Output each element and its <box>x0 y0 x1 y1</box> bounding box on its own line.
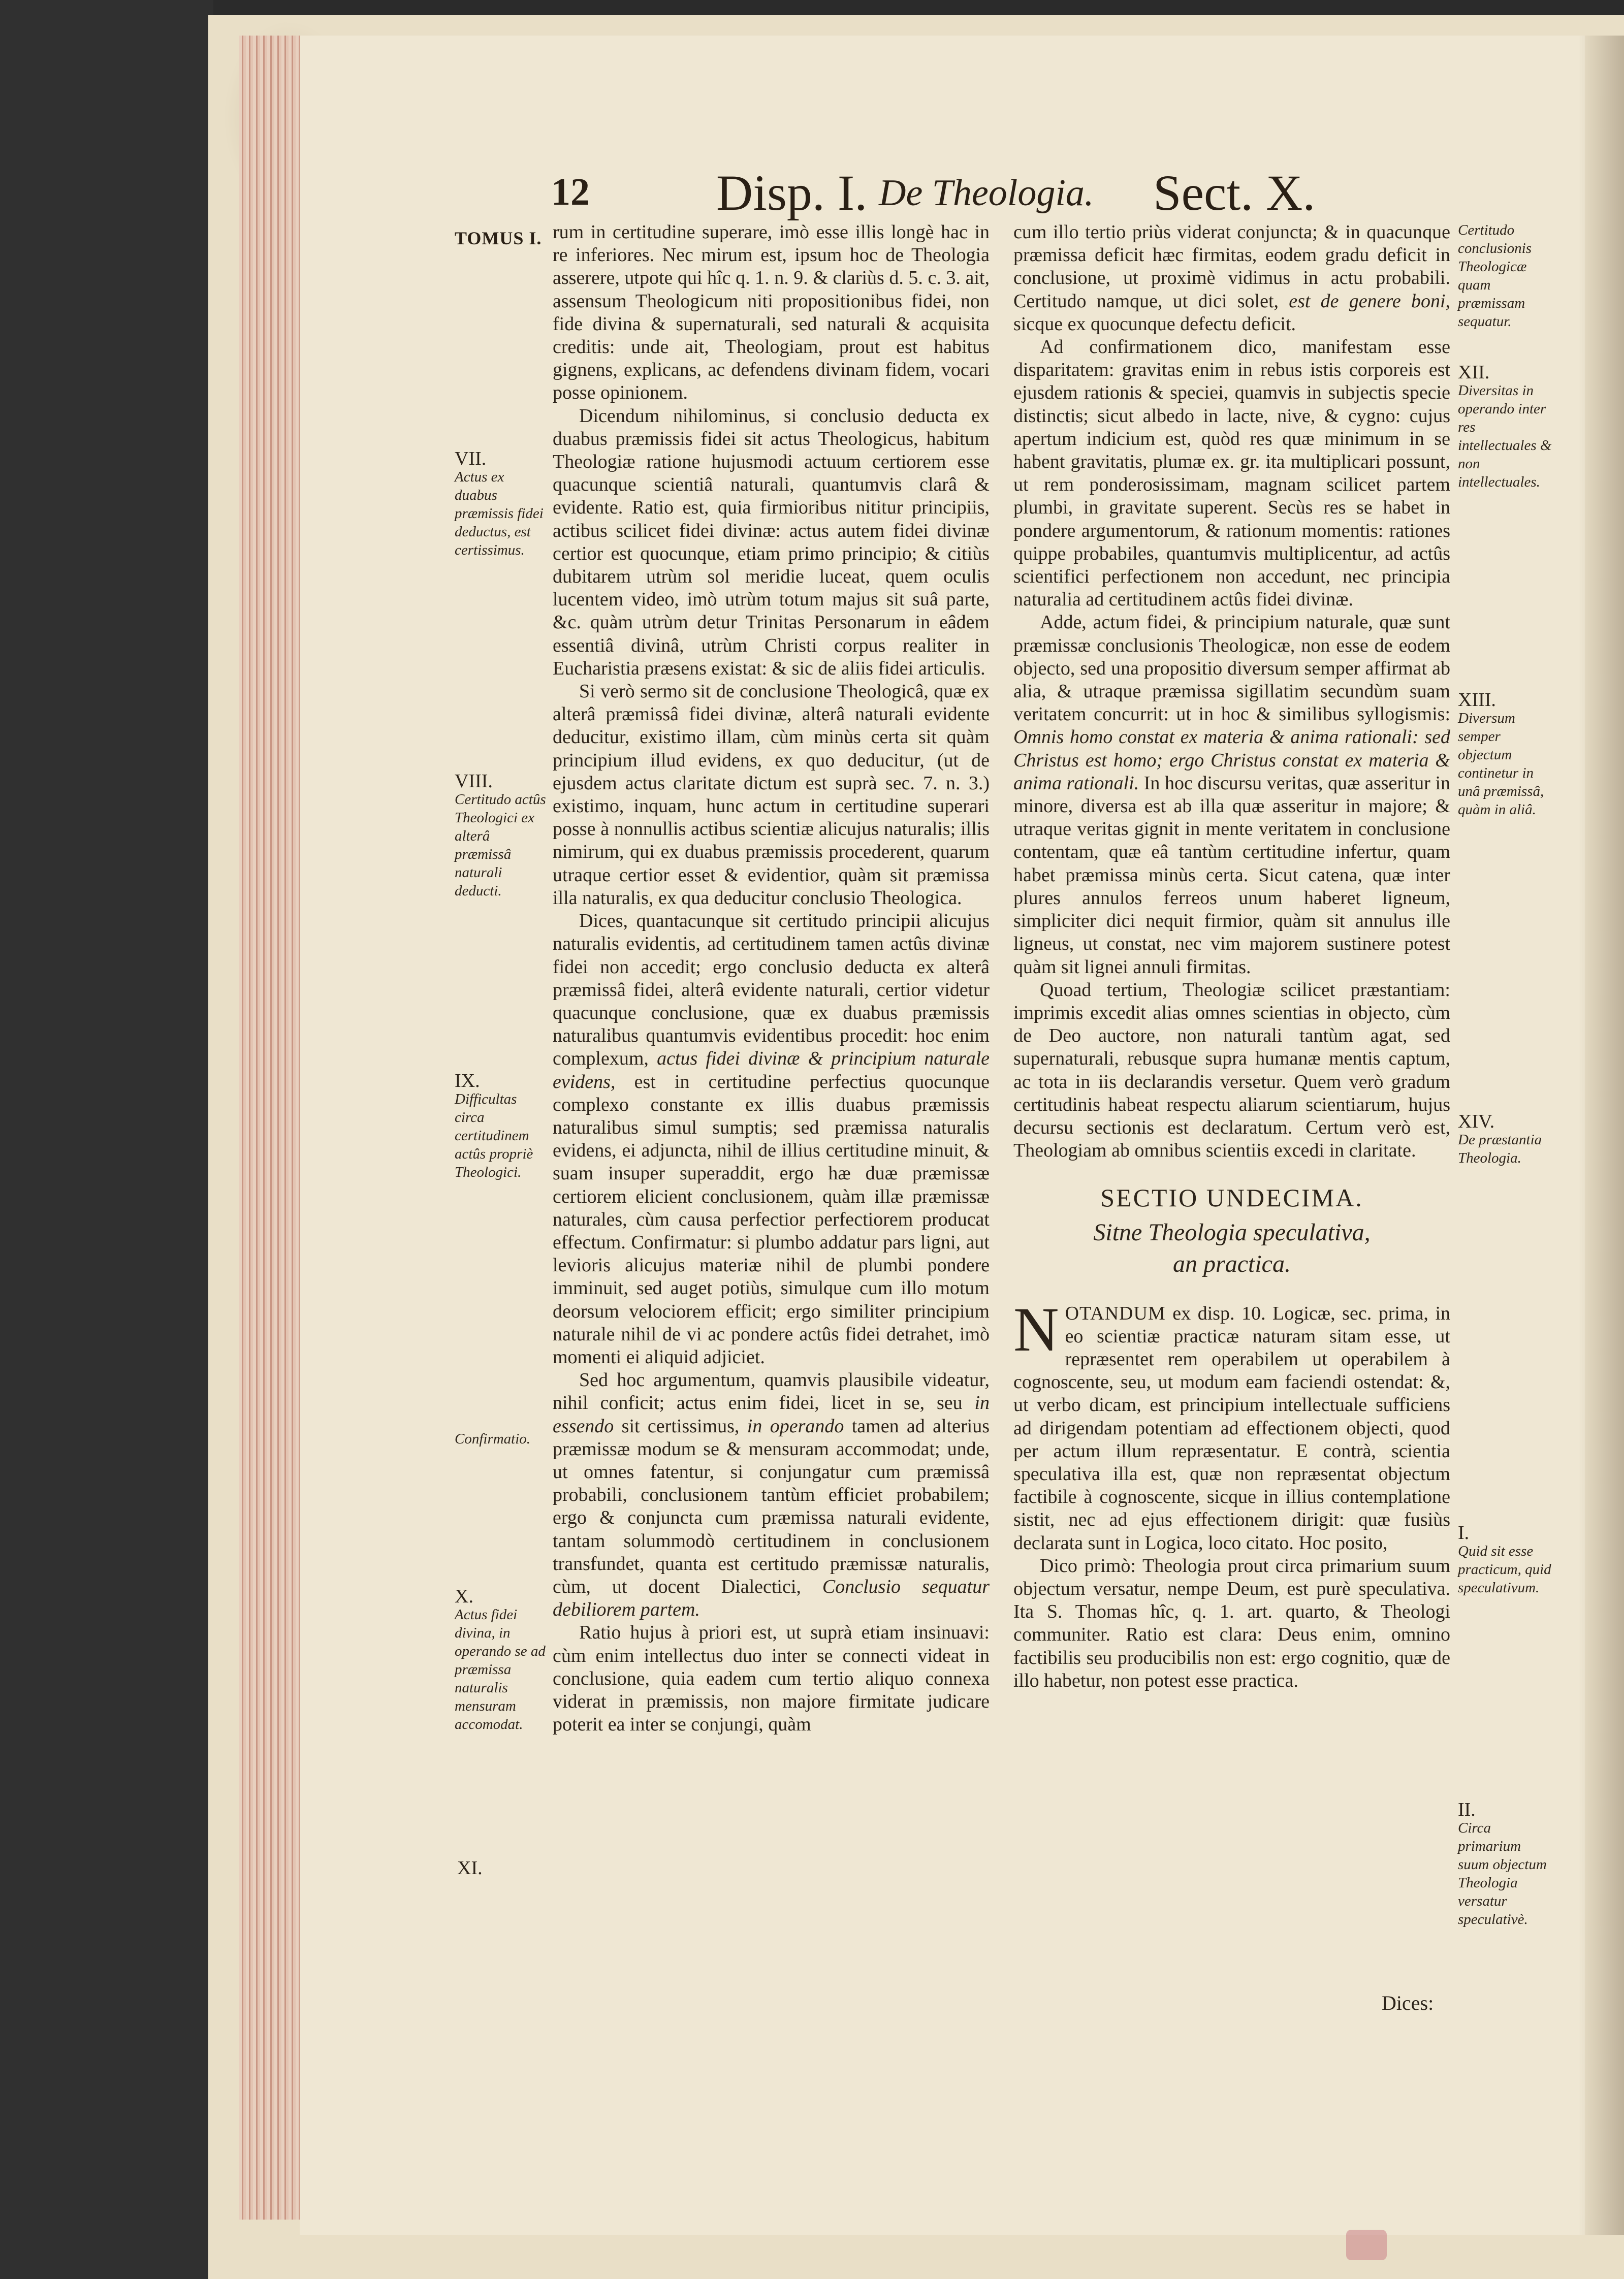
left-paragraph-1: rum in certitudine superare, imò esse illis longè hac in re inferiores. Nec mirum est, ipsum hoc de Theologia asserere, utpote qui hîc q. 1. n. 9. & clariùs d. 5. c. 3. ait, assensum Theologicum niti propositionibus fidei, non fide divina & supernaturali, sed naturali & acquisita creditis: unde ait, Theologiam, prout est habitus gignens, explicans, ac defendens divinam fidem, vocari posse opinionem. <box>553 221 990 404</box>
running-title: De Theologia. <box>879 172 1094 214</box>
right-paragraph-2: Ad confirmationem dico, manifestam esse disparitatem: gravitas enim in rebus istis corporeis est ejusdem rationis & speciei, quamvis in subjectis specie distinctis; sicut albedo in lacte, nive, & cygno: cujus apertum indicium est, quòd res quæ minimum in se habent gravitatis, plumæ ex. gr. ita multiplicari possunt, ut rem ponderosissimam, magnam scilicet partem plumbi, in gravitate superent. Secùs res se habet in pondere argumentorum, & rationum momentis: rationes quippe probabiles, quantumvis multiplicentur, ad actûs scientifici perfectionem non accedunt, nec principia naturalia ad certitudinem actûs fidei divinæ. <box>1013 336 1450 611</box>
left-paragraph-2: Dicendum nihilominus, si conclusio deducta ex duabus præmissis fidei sit actus Theologicus, habitum Theologiæ ratione hujusmodi actuum certiorem esse quacunque scientiâ naturali, quantumvis clarâ & evidente. Ratio est, quia firmioribus nititur principiis, actibus scilicet fidei divinæ: actus autem fidei divinæ certior est quocunque, etiam primo principio; & citiùs dubitarem utrùm sol meridie luceat, quem oculis lucentem video, imò utrùm totum majus sit suâ parte, &c. quàm utrùm detur Trinitas Personarum in eâdem essentiâ divinâ, utrùm Christi corpus realiter in Eucharistia præsens existat: & sic de aliis fidei articulis. <box>553 405 990 679</box>
left-note-8-num: VIII. <box>455 771 493 792</box>
left-note-7-text: Actus ex duabus præmissis fidei deductus, est certissimus. <box>455 469 544 558</box>
right-note-1-num: I. <box>1458 1522 1470 1544</box>
right-note-14-num: XIV. <box>1458 1111 1495 1132</box>
left-margin-note-8 <box>455 772 549 900</box>
left-note-9-text: Difficultas circa certitudinem actûs propriè Theologici. <box>455 1091 533 1180</box>
page-number: 12 <box>551 171 590 213</box>
right-note-2-text: Circa primarium suum objectum Theologia versatur speculativè. <box>1458 1820 1547 1928</box>
left-text-column <box>553 221 990 1999</box>
right-note-14-text: De præstantia Theologia. <box>1458 1132 1542 1166</box>
left-paragraph-3: Si verò sermo sit de conclusione Theologicâ, quæ ex alterâ præmissâ fidei divinæ, alterâ naturali evidente deducitur, existimo illam, cùm minùs certa sit quàm principium illud evidens, ex quo deducitur, (ut de ejusdem actus claritate dictum est suprà sec. 7. n. 3.) existimo, inquam, hunc actum in certitudine superari posse à nonnullis actibus scientiæ alicujus naturalis; illis nimirum, qui ex duabus præmissis procederent, quarum utraque certior esset & evidentior, quàm sit præmissa illa naturalis, ex qua deducitur conclusio Theologica. <box>553 681 990 909</box>
left-note-9-num: IX. <box>455 1070 480 1092</box>
right-p1-text-a: cum illo tertio priùs viderat conjuncta; & in quacunque præmissa deficit hæc firmitas, eodem gradu deficit in conclusione, ut proximè vidimus in actu probabili. Certitudo namque, ut dici solet, <box>1013 221 1450 312</box>
left-margin-note-7 <box>455 450 549 559</box>
scan-backdrop <box>0 0 213 2279</box>
right-text-column <box>1013 221 1450 2029</box>
right-margin-note-13 <box>1458 691 1554 819</box>
left-p5-italic-f: Conclusio sequatur debiliorem partem. <box>553 1576 990 1621</box>
right-paragraph-4: Quoad tertium, Theologiæ scilicet præstantiam: imprimis excedit alias omnes scientias in objecto, cùm de Deo auctore, non naturali tantùm agat, sed supernaturali, rebusque supra humanæ mentis captum, ac tota in iis declarandis versetur. Quem verò gradum certitudinis habeat respectu aliarum scientiarum, hujus decursu sectionis est declaratum. Certum verò est, Theologiam ab omnibus scientiis excedi in claritate. <box>1013 979 1450 1162</box>
right-p1-text-c: sicque ex quocunque defectu deficit. <box>1013 313 1296 335</box>
right-margin-note-14 <box>1458 1112 1554 1167</box>
gutter-shadow <box>1578 36 1624 2235</box>
left-p4-text-c: est in certitudine perfectius quocunque complexo constante ex illis duabus præmissis naturalibus simul sumptis; sed præmissa naturalis evidens, ei adjuncta, nihil de illius certitudine minuit, & suam insuper superaddit, ergo hæ duæ præmissæ certiorem elicient conclusionem, quàm illæ præmissæ naturales, cùm causa perfectior perfectiorem producat effectum. Confirmatur: si plumbo addatur pars ligni, aut levioris alicujus materiæ nihil de plumbi pondere imminuit, sed auget potiùs, simulque cum illo motum deorsum velociorem efficit; ergo similiter principium naturale nihil de vi ac pondere actûs fidei detrahet, imò momenti ei aliquid adjiciet. <box>553 1071 990 1368</box>
left-margin-note-9 <box>455 1072 549 1181</box>
right-p5-text: ex disp. 10. Logicæ, sec. prima, in eo scientiæ practicæ naturam sitam esse, ut repræsentet rem operabilem ut operabilem à cognoscente, seu, ut modum eam faciendi ostendat: &, ut verbo dicam, est principium intellectuale sufficiens ad dirigendam potentiam ad effectionem objecti, quod per actum illum repræsentatur. E contrà, scientia speculativa illa est, quæ non repræsentat objectum factibile à cognoscente, sicque in illius contemplatione sistit, nec ad ejus effectionem dirigit: quæ fusiùs declarata sunt in Logica, loco citato. Hoc posito, <box>1013 1302 1450 1554</box>
left-margin-note-11 <box>457 1859 551 1877</box>
right-paragraph-1 <box>1013 221 1450 336</box>
right-margin-note-certitudo <box>1458 221 1554 331</box>
left-p5-text-a: Sed hoc argumentum, quamvis plausibile videatur, nihil conficit; actus enim fidei, licet in se, seu <box>553 1369 990 1414</box>
corner-mark <box>1346 2230 1387 2260</box>
right-note-certitudo-text: Certitudo conclusionis Theologicæ quam præmissam sequatur. <box>1458 222 1532 330</box>
right-note-1-text: Quid sit esse practicum, quid speculativum. <box>1458 1543 1551 1596</box>
right-paragraph-5 <box>1013 1294 1450 1555</box>
left-paragraph-4 <box>553 910 990 1369</box>
right-paragraph-3 <box>1013 611 1450 978</box>
disputation-heading: Disp. I. <box>716 165 868 221</box>
left-p5-italic-b: in essendo <box>553 1392 990 1437</box>
smallcaps-word: OTANDUM <box>1065 1302 1166 1324</box>
section-subtitle-line-2: an practica. <box>1173 1250 1291 1277</box>
right-margin-note-1 <box>1458 1524 1554 1597</box>
section-title: SECTIO UNDECIMA. <box>1100 1183 1363 1212</box>
left-margin-note-confirmatio <box>455 1430 549 1448</box>
right-note-12-num: XII. <box>1458 362 1490 383</box>
right-p3-text-c: In hoc discursu veritas, quæ asseritur in minore, diversa est ab illa quæ asseritur in majore; & utraque veritas gignit in mente veritatem in conclusione contentam, quæ eâ tantùm certitudine infertur, quam habet præmissa minùs certa. Sicut catena, quæ inter plures annulos ferreos unum haberet ligneum, simpliciter dici nequit firmior, quàm sit annulus ille ligneus, ut constat, nec vim majorem sustinere potest quàm sit lignei annuli firmitas. <box>1013 772 1450 978</box>
left-paragraph-5 <box>553 1369 990 1621</box>
right-p3-text-a: Adde, actum fidei, & principium naturale, quæ sunt præmissæ conclusionis Theologicæ, non esse de eodem objecto, sed una propositio diversum semper affirmat ab alia, & utraque præmissa sigillatim secundùm suam veritatem concurrit: ut in hoc & similibus syllogismis: <box>1013 612 1450 725</box>
section-subtitle <box>1013 1217 1450 1280</box>
tomus-label: TOMUS I. <box>455 228 542 248</box>
right-margin-note-2 <box>1458 1801 1554 1929</box>
left-p5-text-c: sit certissimus, <box>621 1415 740 1437</box>
drop-cap: N <box>1013 1294 1059 1364</box>
right-margin-note-12 <box>1458 363 1554 491</box>
right-p3-syllogism: Omnis homo constat ex materia & anima rationali: sed Christus est homo; ergo Christus constat ex materia & anima rationali. <box>1013 726 1450 794</box>
left-paragraph-6: Ratio hujus à priori est, ut suprà etiam insinuavi: cùm enim intellectus duo inter se connecti videat in conclusione, quia eadem cum tertio aliquo connexa viderat in præmissis, non majore firmitate judicare poterit ea inter se conjungi, quàm <box>553 1622 990 1736</box>
left-margin-note-10 <box>455 1587 549 1734</box>
left-p4-italic: actus fidei divinæ & principium naturale evidens, <box>553 1048 990 1093</box>
right-paragraph-6: Dico primò: Theologia prout circa primarium suum objectum versatur, nempe Deum, est purè speculativa. Ita S. Thomas hîc, q. 1. art. quarto, & Theologi communiter. Ratio est clara: Deus enim, omnino factibilis seu producibilis non est: ergo cognitio, quæ de illo habetur, non potest esse practica. <box>1013 1555 1450 1691</box>
left-note-11-num: XI. <box>457 1857 483 1879</box>
catchword: Dices: <box>1382 1992 1434 2014</box>
right-p1-italic: est de genere boni, <box>1289 290 1450 312</box>
right-note-2-num: II. <box>1458 1799 1476 1820</box>
left-note-confirmatio-text: Confirmatio. <box>455 1431 531 1447</box>
left-note-10-text: Actus fidei divina, in operando se ad præmissa naturalis mensuram accomodat. <box>455 1607 546 1732</box>
section-subtitle-line-1: Sitne Theologia speculativa, <box>1093 1218 1371 1246</box>
left-p5-text-e: tamen ad alterius præmissæ modum se & mensuram accommodat; unde, ut omnes fatentur, si conjungatur cum præmissâ probabili, conclusionem tantùm efficiet probabilem; ergo & conjuncta cum præmissa naturali evidente, tantam solummodò certitudinem in conclusionem transfundet, quanta est certitudo præmissæ naturalis, cùm, ut docent Dialectici, <box>553 1415 990 1597</box>
section-heading: Sect. X. <box>1153 165 1316 221</box>
right-note-13-num: XIII. <box>1458 689 1496 711</box>
left-p5-italic-d: in operando <box>747 1415 844 1437</box>
left-note-10-num: X. <box>455 1586 473 1607</box>
left-note-7-num: VII. <box>455 448 487 469</box>
left-note-8-text: Certitudo actûs Theologici ex alterâ præmissâ naturali deducti. <box>455 791 546 899</box>
left-p4-text-a: Dices, quantacunque sit certitudo principii alicujus naturalis evidentis, ad certitudinem tamen actûs divinæ fidei non accedit; ergo conclusio deducta ex alterâ præmissâ fidei, alterâ evidente naturali, certior videtur quacunque conclusione, quæ ex duabus præmissis naturalibus quantumvis evidentibus procedit: hoc enim complexum, <box>553 910 990 1070</box>
right-note-12-text: Diversitas in operando inter res intellectuales & non intellectuales. <box>1458 382 1552 490</box>
right-note-13-text: Diversum semper objectum continetur in unâ præmissâ, quàm in aliâ. <box>1458 710 1544 818</box>
